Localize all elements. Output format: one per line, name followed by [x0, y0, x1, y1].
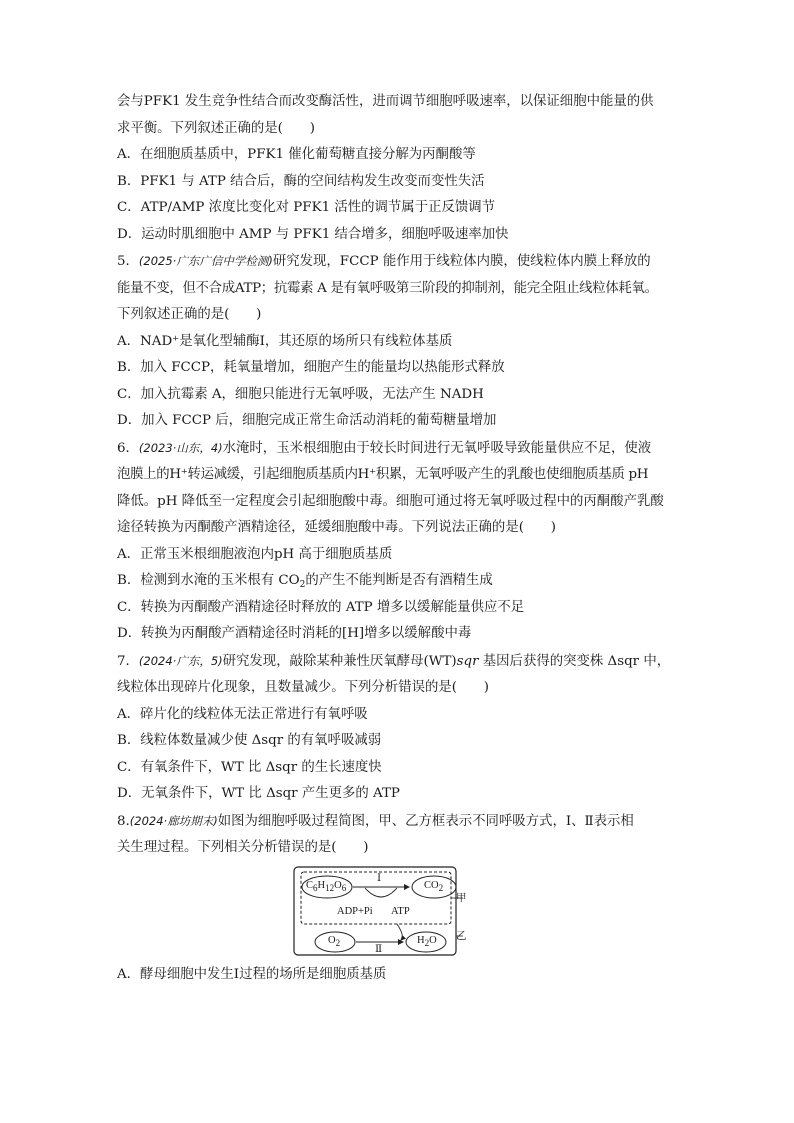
h2o-label: $H_2O$: [417, 934, 437, 948]
q5-stem-line3: 下列叙述正确的是( ): [117, 307, 262, 322]
q7-stem-text-b: 基因后获得的突变株 Δsqr 中，: [478, 653, 671, 669]
o2-label: $O_2$: [328, 934, 341, 948]
q6-option-c: C．转换为丙酮酸产酒精途径时释放的 ATP 增多以缓解能量供应不足: [117, 599, 525, 615]
q8-stem-line1: [117, 812, 677, 831]
q6-number: 6．: [117, 440, 139, 456]
q6-stem-line2: 泡膜上的H⁺转运减缓，引起细胞质基质内H⁺积累，无氧呼吸产生的乳酸也使细胞质基质 pH: [117, 467, 649, 482]
respiration-diagram: [293, 866, 467, 958]
q6-option-a: A．正常玉米根细胞液泡内pH 高于细胞质基质: [117, 546, 393, 562]
q7-gene-name: sqr: [456, 653, 479, 669]
q5-number: 5．: [117, 254, 139, 269]
process-2-label: Ⅱ: [375, 943, 383, 955]
q7-source: (2024·广东，5): [138, 653, 223, 668]
q7-option-d: D．无氧条件下，WT 比 Δsqr 产生更多的 ATP: [117, 786, 400, 801]
q6-option-b-text: B．检测到水淹的玉米根有 CO: [117, 573, 300, 588]
q7-stem-text-a: 研究发现，敲除某种兼性厌氧酵母(WT): [222, 653, 457, 669]
q5-option-d: D．加入 FCCP 后，细胞完成正常生命活动消耗的葡萄糖量增加: [117, 413, 497, 428]
q6-stem-line1: [117, 439, 677, 458]
q6-option-d: D．转换为丙酮酸产酒精途径时消耗的[H]增多以缓解酸中毒: [117, 626, 472, 641]
q5-stem-text: 研究发现，FCCP 能作用于线粒体内膜，使线粒体内膜上释放的: [272, 254, 651, 269]
q6-stem-line3: 降低。pH 降低至一定程度会引起细胞酸中毒。细胞可通过将无氧呼吸过程中的丙酮酸产乳酸: [117, 493, 664, 509]
q6-option-b: [117, 572, 677, 590]
q4-option-c: C．ATP/AMP 浓度比变化对 PFK1 活性的调节属于正反馈调节: [117, 200, 496, 215]
adp-pi-label: ADP+Pi: [337, 905, 373, 917]
adp-atp-curve: [365, 888, 397, 897]
atp-label: ATP: [391, 905, 410, 917]
q7-stem-line2: 线粒体出现碎片化现象，且数量减少。下列分析错误的是( ): [117, 680, 489, 695]
q4-stem-line2: 求平衡。下列叙述正确的是( ): [117, 120, 315, 136]
q4-option-d: D．运动时肌细胞中 AMP 与 PFK1 结合增多，细胞呼吸速率加快: [117, 226, 509, 242]
q7-stem-line1: [117, 652, 677, 671]
q8-stem-text: 如图为细胞呼吸过程简图，甲、乙方框表示不同呼吸方式，Ⅰ、Ⅱ表示相: [217, 813, 634, 829]
q6-option-b-sub: 2: [299, 580, 306, 590]
co2-label: $CO_2$: [424, 879, 444, 893]
q8-stem-line2: 关生理过程。下列相关分析错误的是( ): [117, 840, 369, 855]
q5-stem-line1: [117, 252, 677, 271]
q4-option-b: B．PFK1 与 ATP 结合后，酶的空间结构发生改变而变性失活: [117, 173, 485, 189]
jia-label: 甲: [456, 891, 467, 904]
q8-source: (2024·廊坊期末): [129, 813, 218, 828]
q6-stem-line4: 途径转换为丙酮酸产酒精途径，延缓细胞酸中毒。下列说法正确的是( ): [117, 520, 556, 535]
h-link-arrow: [397, 924, 402, 940]
glucose-label: $C_6H_{12}O_6$: [306, 879, 347, 893]
q6-source: (2023·山东，4): [138, 440, 223, 455]
q7-number: 7．: [117, 653, 139, 669]
q5-option-b: B．加入 FCCP，耗氧量增加，细胞产生的能量均以热能形式释放: [117, 360, 505, 375]
q4-option-a: A．在细胞质基质中，PFK1 催化葡萄糖直接分解为丙酮酸等: [117, 147, 476, 162]
q8-option-a: A．酵母细胞中发生Ⅰ过程的场所是细胞质基质: [117, 966, 387, 982]
q8-number: 8.: [117, 813, 130, 829]
process-1-label: Ⅰ: [377, 872, 382, 884]
q5-option-a: A．NAD⁺是氧化型辅酶Ⅰ，其还原的场所只有线粒体基质: [117, 333, 453, 349]
q7-option-c: C．有氧条件下，WT 比 Δsqr 的生长速度快: [117, 759, 382, 775]
q7-option-b: B．线粒体数量减少使 Δsqr 的有氧呼吸减弱: [117, 733, 382, 748]
document-page: [117, 93, 677, 992]
q7-option-a: A．碎片化的线粒体无法正常进行有氧呼吸: [117, 706, 368, 722]
q5-stem-line2: 能量不变，但不合成ATP；抗霉素 A 是有氧呼吸第三阶段的抑制剂，能完全阻止线粒体耗氧。: [117, 280, 658, 296]
yi-label: 乙: [456, 929, 467, 942]
q6-option-b-text-end: 的产生不能判断是否有酒精生成: [305, 573, 493, 588]
q5-source: (2025·广东广信中学检测): [138, 254, 273, 268]
q4-stem-line1: 会与PFK1 发生竞争性结合而改变酶活性，进而调节细胞呼吸速率，以保证细胞中能量的供: [117, 94, 654, 109]
q5-option-c: C．加入抗霉素 A，细胞只能进行无氧呼吸，无法产生 NADH: [117, 386, 484, 402]
q6-stem-text: 水淹时，玉米根细胞由于较长时间进行无氧呼吸导致能量供应不足，使液: [222, 440, 652, 456]
